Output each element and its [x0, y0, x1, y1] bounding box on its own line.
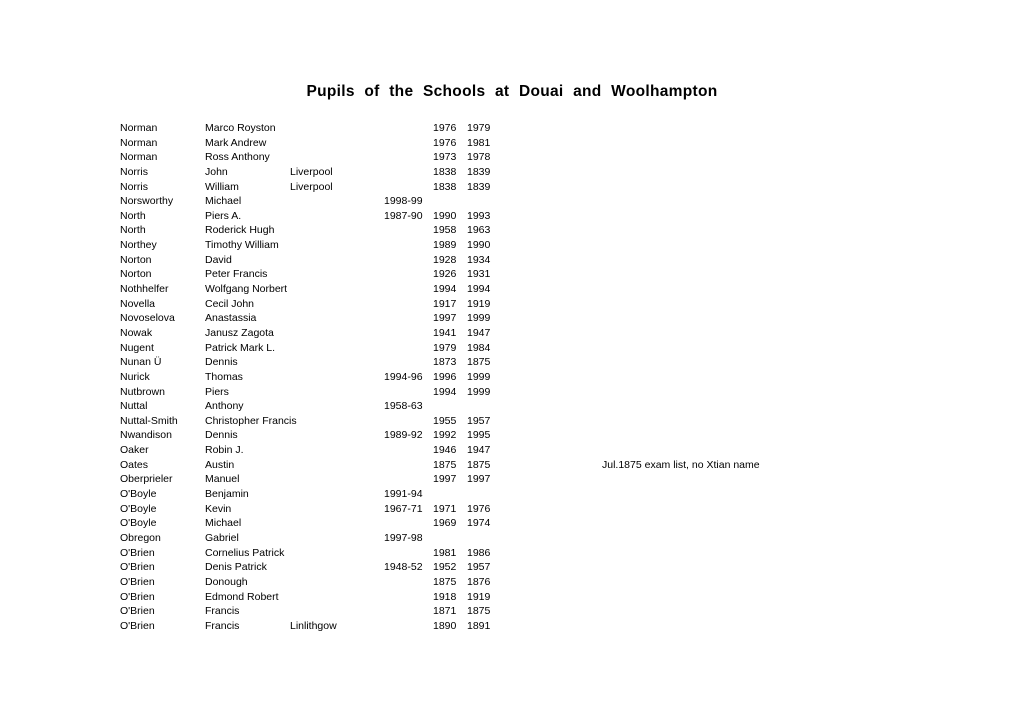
- surname-cell: O'Brien: [120, 619, 155, 632]
- entry-year-cell: 1989: [433, 239, 457, 252]
- table-row: [120, 487, 1000, 502]
- table-row: [120, 121, 1000, 136]
- entry-year-cell: 1996: [433, 370, 457, 383]
- attended-cell: 1989-92: [384, 429, 423, 442]
- forenames-cell: Gabriel: [205, 531, 239, 544]
- entry-year-cell: 1955: [433, 414, 457, 427]
- leaving-year-cell: 1934: [467, 253, 491, 266]
- attended-cell: 1994-96: [384, 370, 423, 383]
- forenames-cell: Anastassia: [205, 312, 257, 325]
- entry-year-cell: 1997: [433, 473, 457, 486]
- leaving-year-cell: 1995: [467, 429, 491, 442]
- table-row: [120, 502, 1000, 517]
- pupil-table: [120, 121, 1000, 633]
- entry-year-cell: 1928: [433, 253, 457, 266]
- forenames-cell: Edmond Robert: [205, 590, 279, 603]
- leaving-year-cell: 1891: [467, 619, 491, 632]
- surname-cell: Norton: [120, 253, 152, 266]
- surname-cell: O'Brien: [120, 561, 155, 574]
- table-row: [120, 267, 1000, 282]
- leaving-year-cell: 1999: [467, 385, 491, 398]
- surname-cell: Norton: [120, 268, 152, 281]
- forenames-cell: Timothy William: [205, 239, 279, 252]
- attended-cell: 1997-98: [384, 531, 423, 544]
- entry-year-cell: 1838: [433, 180, 457, 193]
- surname-cell: Oberprieler: [120, 473, 173, 486]
- table-row: [120, 604, 1000, 619]
- surname-cell: North: [120, 209, 146, 222]
- entry-year-cell: 1875: [433, 458, 457, 471]
- entry-year-cell: 1958: [433, 224, 457, 237]
- forenames-cell: Thomas: [205, 370, 243, 383]
- table-row: [120, 546, 1000, 561]
- forenames-cell: Austin: [205, 458, 235, 471]
- leaving-year-cell: 1990: [467, 239, 491, 252]
- table-row: [120, 341, 1000, 356]
- entry-year-cell: 1871: [433, 605, 457, 618]
- surname-cell: Nutbrown: [120, 385, 165, 398]
- entry-year-cell: 1992: [433, 429, 457, 442]
- surname-cell: Obregon: [120, 531, 161, 544]
- forenames-cell: Robin J.: [205, 444, 244, 457]
- surname-cell: Norsworthy: [120, 195, 174, 208]
- forenames-cell: Dennis: [205, 429, 238, 442]
- leaving-year-cell: 1931: [467, 268, 491, 281]
- surname-cell: Norman: [120, 151, 158, 164]
- surname-cell: Novella: [120, 297, 156, 310]
- place-cell: Liverpool: [290, 165, 333, 178]
- forenames-cell: Cornelius Patrick: [205, 546, 285, 559]
- forenames-cell: Michael: [205, 517, 242, 530]
- leaving-year-cell: 1981: [467, 136, 491, 149]
- surname-cell: Norman: [120, 136, 158, 149]
- surname-cell: North: [120, 224, 146, 237]
- leaving-year-cell: 1994: [467, 283, 491, 296]
- table-row: [120, 326, 1000, 341]
- forenames-cell: Mark Andrew: [205, 136, 267, 149]
- table-row: [120, 297, 1000, 312]
- entry-year-cell: 1981: [433, 546, 457, 559]
- forenames-cell: Kevin: [205, 502, 232, 515]
- leaving-year-cell: 1875: [467, 605, 491, 618]
- entry-year-cell: 1873: [433, 356, 457, 369]
- surname-cell: Novoselova: [120, 312, 175, 325]
- leaving-year-cell: 1919: [467, 590, 491, 603]
- entry-year-cell: 1941: [433, 326, 457, 339]
- leaving-year-cell: 1974: [467, 517, 491, 530]
- attended-cell: 1958-63: [384, 400, 423, 413]
- leaving-year-cell: 1947: [467, 444, 491, 457]
- table-row: [120, 209, 1000, 224]
- leaving-year-cell: 1993: [467, 209, 491, 222]
- table-row: [120, 150, 1000, 165]
- surname-cell: Nowak: [120, 326, 153, 339]
- forenames-cell: Ross Anthony: [205, 151, 270, 164]
- entry-year-cell: 1926: [433, 268, 457, 281]
- surname-cell: Nunan Ü: [120, 356, 162, 369]
- page-title: Pupils of the Schools at Douai and Woolhampton: [306, 83, 718, 100]
- table-row: [120, 531, 1000, 546]
- entry-year-cell: 1917: [433, 297, 457, 310]
- forenames-cell: Patrick Mark L.: [205, 341, 276, 354]
- surname-cell: Oates: [120, 458, 149, 471]
- forenames-cell: Donough: [205, 575, 248, 588]
- surname-cell: Nwandison: [120, 429, 172, 442]
- entry-year-cell: 1994: [433, 283, 457, 296]
- table-row: [120, 590, 1000, 605]
- forenames-cell: Dennis: [205, 356, 238, 369]
- table-row: [120, 311, 1000, 326]
- surname-cell: O'Boyle: [120, 488, 157, 501]
- table-row: [120, 355, 1000, 370]
- table-row: [120, 385, 1000, 400]
- forenames-cell: Janusz Zagota: [205, 326, 274, 339]
- leaving-year-cell: 1957: [467, 561, 491, 574]
- leaving-year-cell: 1963: [467, 224, 491, 237]
- forenames-cell: Francis: [205, 619, 240, 632]
- entry-year-cell: 1890: [433, 619, 457, 632]
- forenames-cell: Roderick Hugh: [205, 224, 275, 237]
- attended-cell: 1998-99: [384, 195, 423, 208]
- entry-year-cell: 1952: [433, 561, 457, 574]
- entry-year-cell: 1976: [433, 136, 457, 149]
- entry-year-cell: 1976: [433, 122, 457, 134]
- leaving-year-cell: 1839: [467, 165, 491, 178]
- forenames-cell: Marco Royston: [205, 122, 276, 134]
- forenames-cell: Christopher Francis: [205, 414, 297, 427]
- table-row: [120, 560, 1000, 575]
- leaving-year-cell: 1919: [467, 297, 491, 310]
- surname-cell: Norris: [120, 165, 148, 178]
- surname-cell: Nurick: [120, 370, 150, 383]
- attended-cell: 1967-71: [384, 502, 423, 515]
- leaving-year-cell: 1875: [467, 356, 491, 369]
- table-row: [120, 282, 1000, 297]
- surname-cell: O'Brien: [120, 590, 155, 603]
- place-cell: Linlithgow: [290, 619, 337, 632]
- surname-cell: Nuttal: [120, 400, 148, 413]
- forenames-cell: Manuel: [205, 473, 240, 486]
- leaving-year-cell: 1984: [467, 341, 491, 354]
- surname-cell: O'Boyle: [120, 517, 157, 530]
- table-row: [120, 136, 1000, 151]
- entry-year-cell: 1918: [433, 590, 457, 603]
- leaving-year-cell: 1947: [467, 326, 491, 339]
- leaving-year-cell: 1957: [467, 414, 491, 427]
- table-row: [120, 180, 1000, 195]
- table-row: [120, 165, 1000, 180]
- entry-year-cell: 1838: [433, 165, 457, 178]
- table-row: [120, 370, 1000, 385]
- forenames-cell: Piers: [205, 385, 229, 398]
- leaving-year-cell: 1999: [467, 312, 491, 325]
- forenames-cell: Benjamin: [205, 488, 249, 501]
- surname-cell: O'Brien: [120, 546, 155, 559]
- forenames-cell: Peter Francis: [205, 268, 268, 281]
- forenames-cell: Francis: [205, 605, 240, 618]
- entry-year-cell: 1969: [433, 517, 457, 530]
- place-cell: Liverpool: [290, 180, 333, 193]
- surname-cell: O'Brien: [120, 605, 155, 618]
- table-row: [120, 619, 1000, 634]
- surname-cell: Norris: [120, 180, 148, 193]
- table-row: [120, 443, 1000, 458]
- table-row: [120, 458, 1000, 473]
- forenames-cell: Piers A.: [205, 209, 242, 222]
- table-row: [120, 414, 1000, 429]
- table-row: [120, 399, 1000, 414]
- table-row: [120, 428, 1000, 443]
- forenames-cell: Michael: [205, 195, 242, 208]
- note-cell: Jul.1875 exam list, no Xtian name: [602, 458, 760, 471]
- leaving-year-cell: 1875: [467, 458, 491, 471]
- forenames-cell: William: [205, 180, 239, 193]
- surname-cell: Nuttal-Smith: [120, 414, 178, 427]
- leaving-year-cell: 1997: [467, 473, 491, 486]
- attended-cell: 1991-94: [384, 488, 423, 501]
- leaving-year-cell: 1978: [467, 151, 491, 164]
- entry-year-cell: 1875: [433, 575, 457, 588]
- forenames-cell: Anthony: [205, 400, 244, 413]
- table-row: [120, 516, 1000, 531]
- surname-cell: Northey: [120, 239, 157, 252]
- leaving-year-cell: 1839: [467, 180, 491, 193]
- leaving-year-cell: 1999: [467, 370, 491, 383]
- forenames-cell: Wolfgang Norbert: [205, 283, 288, 296]
- surname-cell: Nugent: [120, 341, 154, 354]
- table-row: [120, 472, 1000, 487]
- surname-cell: O'Boyle: [120, 502, 157, 515]
- surname-cell: Oaker: [120, 444, 149, 457]
- forenames-cell: John: [205, 165, 228, 178]
- forenames-cell: David: [205, 253, 232, 266]
- entry-year-cell: 1973: [433, 151, 457, 164]
- forenames-cell: Cecil John: [205, 297, 255, 310]
- forenames-cell: Denis Patrick: [205, 561, 267, 574]
- attended-cell: 1987-90: [384, 209, 423, 222]
- entry-year-cell: 1946: [433, 444, 457, 457]
- entry-year-cell: 1990: [433, 209, 457, 222]
- entry-year-cell: 1971: [433, 502, 457, 515]
- entry-year-cell: 1979: [433, 341, 457, 354]
- table-row: [120, 238, 1000, 253]
- leaving-year-cell: 1876: [467, 575, 491, 588]
- table-row: [120, 223, 1000, 238]
- surname-cell: Nothhelfer: [120, 283, 169, 296]
- table-row: [120, 253, 1000, 268]
- leaving-year-cell: 1979: [467, 122, 491, 134]
- surname-cell: Norman: [120, 122, 158, 134]
- leaving-year-cell: 1986: [467, 546, 491, 559]
- table-row: [120, 194, 1000, 209]
- leaving-year-cell: 1976: [467, 502, 491, 515]
- surname-cell: O'Brien: [120, 575, 155, 588]
- attended-cell: 1948-52: [384, 561, 423, 574]
- table-row: [120, 575, 1000, 590]
- entry-year-cell: 1997: [433, 312, 457, 325]
- entry-year-cell: 1994: [433, 385, 457, 398]
